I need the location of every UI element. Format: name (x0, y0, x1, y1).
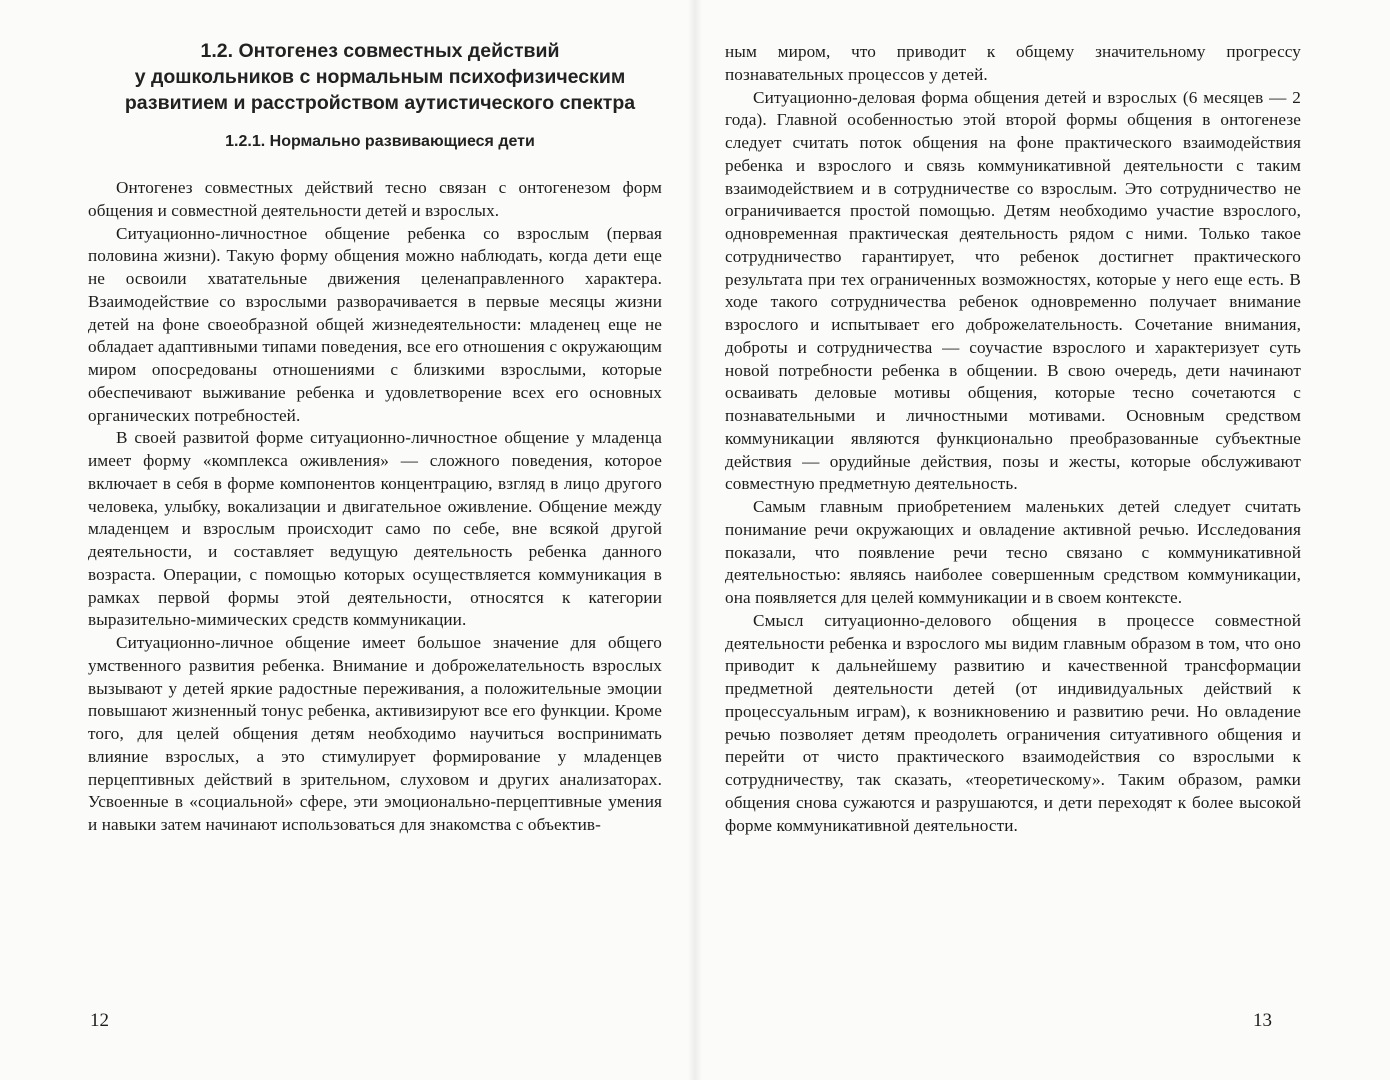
section-title-line: развитием и расстройством аутистического спектра (124, 92, 636, 114)
paragraph: В своей развитой форме ситуационно-личностное общение у младенца имеет форму «комплекса оживления» — сложного поведения, которое включает в себя в форме компонентов концентрацию, взгляд в лицо другого человека, улыбку, вокализации и двигательное оживление. Общение между младенцем и взрослым происходит само по себе, вне всякой другой деятельности, и составляет ведущую деятельность ребенка данного возраста. Операции, с помощью которых осуществляется коммуникация в рамках первой формы этой деятельности, относятся к категории выразительно-мимических средств коммуникации. (88, 428, 662, 630)
section-title-line: у дошкольников с нормальным психофизическим (134, 66, 626, 88)
right-body-text (725, 41, 1301, 837)
paragraph: Онтогенез совместных действий тесно связан с онтогенезом форм общения и совместной деятельности детей и взрослых. (88, 178, 662, 220)
paragraph: Ситуационно-личное общение имеет большое значение для общего умственного развития ребенка. Внимание и доброжелательность взрослых вызывают у детей яркие радостные переживания, а положительные эмоции повышают жизненный тонус ребенка, активизируют все его функции. Кроме того, для целей общения детям необходимо научиться воспринимать влияние взрослых, а это стимулирует формирование у младенцев перцептивных действий в зрительном, слуховом и других анализаторах. Усвоенные в «социальной» сфере, эти эмоционально-перцептивные умения и навыки затем начинают использоваться для знакомства с объектив- (88, 633, 662, 834)
right-page (695, 0, 1390, 1080)
page-number: 13 (1253, 1010, 1272, 1031)
section-title-line: 1.2. Онтогенез совместных действий (200, 40, 560, 62)
subsection-title: 1.2.1. Нормально развивающиеся дети (225, 133, 535, 150)
paragraph: Самым главным приобретением маленьких детей следует считать понимание речи окружающих и овладение активной речью. Исследования показали, что появление речи тесно связано с коммуникативной деятельностью: являясь наиболее совершенным средством коммуникации, она появляется для целей коммуникации и в своем контексте. (725, 497, 1301, 607)
paragraph: Смысл ситуационно-делового общения в процессе совместной деятельности ребенка и взрослого мы видим главным образом в том, что оно приводит к дальнейшему развитию и качественной трансформации предметной деятельности детей (от индивидуальных действий к процессуальным играм), к возникновению и развитию речи. Но овладение речью позволяет детям преодолеть ограничения ситуативного общения и перейти от чисто практического взаимодействия со взрослыми к сотрудничеству, так сказать, «теоретическому». Таким образом, рамки общения снова сужаются и разрушаются, и дети переходят к более высокой форме коммуникативной деятельности. (725, 610, 1301, 835)
section-title (100, 38, 660, 116)
paragraph: Ситуационно-личностное общение ребенка со взрослым (первая половина жизни). Такую форму общения можно наблюдать, когда дети еще не освоили хватательные движения целенаправленного характера. Взаимодействие со взрослыми разворачивается в первые месяцы жизни детей на фоне своеобразной общей жизнедеятельности: младенец еще не обладает адаптивными типами поведения, все его отношения с окружающим миром опосредованы отношениями с близкими взрослыми, которые обеспечивают выживание ребенка и удовлетворение всех его основных органических потребностей. (88, 223, 662, 425)
continued-paragraph: ным миром, что приводит к общему значительному прогрессу познавательных процессов у детей. (725, 42, 1301, 84)
page-number: 12 (90, 1010, 109, 1031)
left-body-text (88, 177, 662, 837)
paragraph: Ситуационно-деловая форма общения детей и взрослых (6 месяцев — 2 года). Главной особенностью этой второй формы общения в онтогенезе следует считать поток общения на фоне практического взаимодействия ребенка и взрослого и связь коммуникативной деятельности с таким взаимодействием и в сотрудничестве со взрослым. Это сотрудничество не ограничивается простой помощью. Детям необходимо участие взрослого, одновременная практическая деятельность рядом с ними. Только такое сотрудничество гарантирует, что ребенок достигнет практического результата при тех ограниченных возможностях, которые у него еще есть. В ходе такого сотрудничества ребенок одновременно получает внимание взрослого и испытывает его доброжелательность. Сочетание внимания, доброты и сотрудничества — соучастие взрослого и характеризует суть новой потребности ребенка в общении. В свою очередь, дети начинают осваивать деловые мотивы общения, которые тесно сочетаются с познавательными и личностными мотивами. Основным средством коммуникации являются функционально преобразованные субъектные действия — орудийные действия, позы и жесты, которые обслуживают совместную предметную деятельность. (725, 87, 1301, 494)
